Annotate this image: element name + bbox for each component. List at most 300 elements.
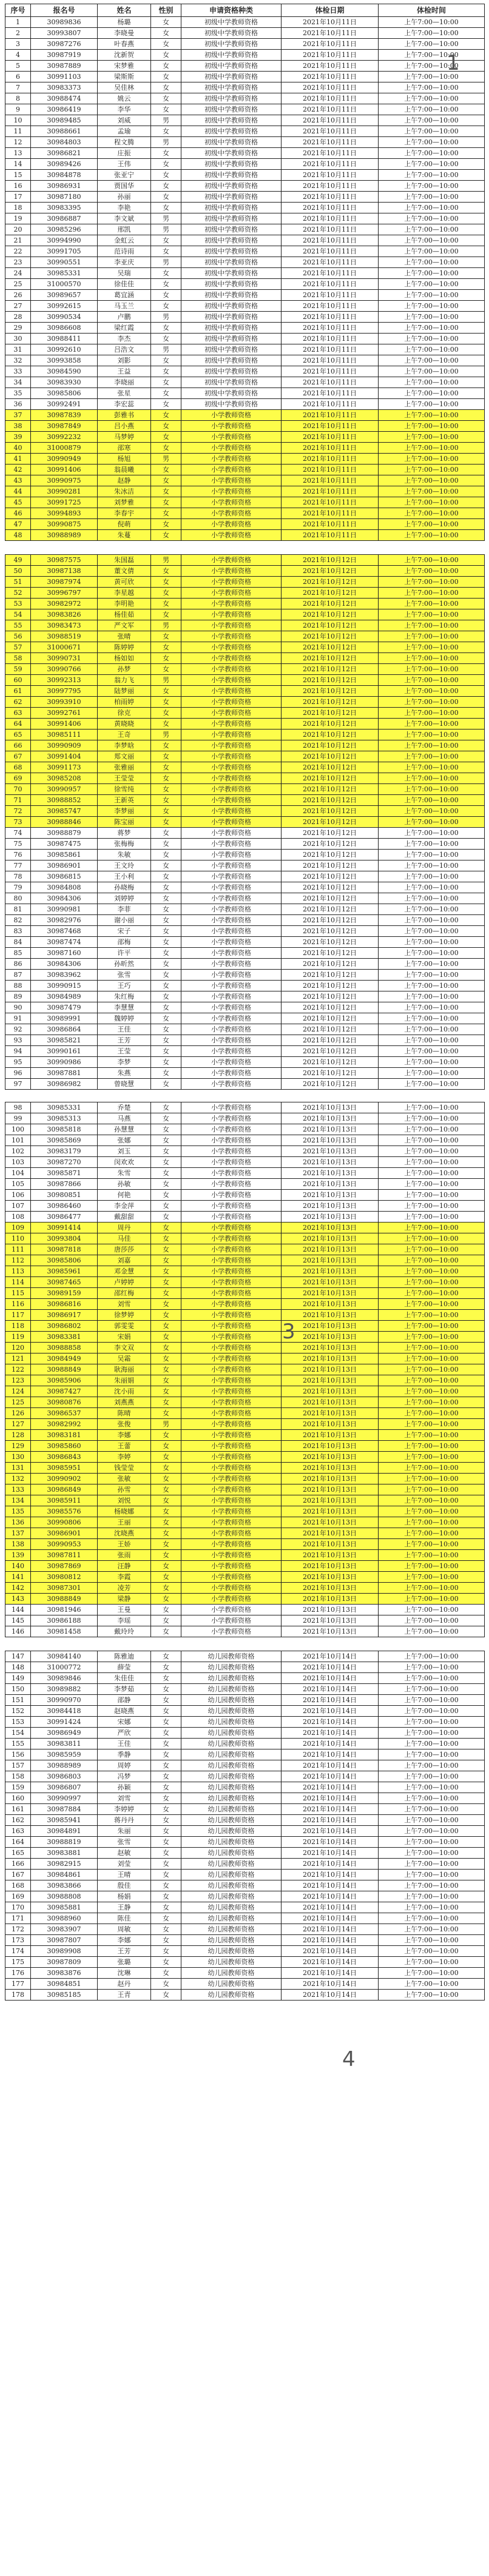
- cell-exam-time: 上午7:00—10:00: [379, 1233, 485, 1244]
- table-row: [5, 555, 485, 566]
- cell-seq: 174: [5, 1946, 31, 1957]
- cell-exam-date: 2021年10月12日: [282, 904, 379, 915]
- cell-gender: 男: [151, 730, 181, 740]
- table-row: [5, 915, 485, 926]
- cell-reg-no: 30987180: [31, 192, 98, 203]
- cell-exam-date: 2021年10月11日: [282, 224, 379, 235]
- cell-gender: 女: [151, 1495, 181, 1506]
- cell-qualification: 初级中学教师资格: [181, 377, 282, 388]
- table-row: [5, 631, 485, 642]
- cell-exam-date: 2021年10月12日: [282, 839, 379, 850]
- cell-exam-date: 2021年10月12日: [282, 970, 379, 981]
- cell-exam-date: 2021年10月13日: [282, 1233, 379, 1244]
- cell-gender: 女: [151, 1299, 181, 1310]
- cell-name: 沈小雨: [98, 1386, 151, 1397]
- table-row: [5, 577, 485, 588]
- table-row: [5, 443, 485, 454]
- cell-name: 卢鹏: [98, 312, 151, 323]
- cell-exam-time: 上午7:00—10:00: [379, 82, 485, 93]
- cell-qualification: 小学教师资格: [181, 1375, 282, 1386]
- cell-qualification: 初级中学教师资格: [181, 159, 282, 170]
- table-row: [5, 1266, 485, 1277]
- cell-seq: 71: [5, 795, 31, 806]
- cell-reg-no: 30986982: [31, 1079, 98, 1090]
- cell-gender: 女: [151, 1135, 181, 1146]
- cell-name: 陈佳: [98, 1913, 151, 1924]
- cell-name: 王佳: [98, 1024, 151, 1035]
- cell-qualification: 小学教师资格: [181, 1046, 282, 1057]
- cell-name: 梁斯斯: [98, 72, 151, 82]
- cell-reg-no: 30983826: [31, 609, 98, 620]
- table-row: [5, 1002, 485, 1013]
- cell-seq: 35: [5, 388, 31, 399]
- cell-name: 王巧: [98, 981, 151, 991]
- cell-exam-date: 2021年10月12日: [282, 773, 379, 784]
- cell-qualification: 小学教师资格: [181, 915, 282, 926]
- cell-exam-time: 上午7:00—10:00: [379, 1332, 485, 1343]
- cell-seq: 84: [5, 937, 31, 948]
- cell-qualification: 小学教师资格: [181, 1408, 282, 1419]
- cell-gender: 女: [151, 1201, 181, 1212]
- table-row: [5, 1695, 485, 1706]
- header-gender: 性别: [151, 4, 181, 17]
- cell-qualification: 小学教师资格: [181, 1474, 282, 1484]
- cell-name: 张亚宁: [98, 170, 151, 181]
- cell-exam-date: 2021年10月14日: [282, 1706, 379, 1717]
- cell-reg-no: 30986843: [31, 1452, 98, 1463]
- cell-name: 王莹: [98, 1046, 151, 1057]
- cell-name: 张雨: [98, 1550, 151, 1561]
- cell-seq: 44: [5, 486, 31, 497]
- cell-exam-date: 2021年10月13日: [282, 1102, 379, 1113]
- cell-exam-time: 上午7:00—10:00: [379, 555, 485, 566]
- cell-qualification: 小学教师资格: [181, 1594, 282, 1605]
- table-row: [5, 1277, 485, 1288]
- cell-exam-time: 上午7:00—10:00: [379, 1662, 485, 1673]
- cell-seq: 56: [5, 631, 31, 642]
- cell-reg-no: 30991705: [31, 246, 98, 257]
- cell-seq: 167: [5, 1870, 31, 1880]
- cell-qualification: 小学教师资格: [181, 555, 282, 566]
- cell-seq: 76: [5, 850, 31, 860]
- table-row: [5, 1550, 485, 1561]
- cell-reg-no: 30984140: [31, 1651, 98, 1662]
- cell-exam-time: 上午7:00—10:00: [379, 1870, 485, 1880]
- cell-seq: 129: [5, 1441, 31, 1452]
- cell-exam-time: 上午7:00—10:00: [379, 1364, 485, 1375]
- cell-name: 邓金慧: [98, 1266, 151, 1277]
- cell-exam-date: 2021年10月13日: [282, 1561, 379, 1572]
- cell-name: 吴佳林: [98, 82, 151, 93]
- cell-exam-time: 上午7:00—10:00: [379, 181, 485, 192]
- cell-exam-date: 2021年10月14日: [282, 1749, 379, 1760]
- cell-exam-time: 上午7:00—10:00: [379, 1880, 485, 1891]
- cell-exam-date: 2021年10月12日: [282, 599, 379, 609]
- cell-gender: 女: [151, 388, 181, 399]
- cell-reg-no: 30983866: [31, 1880, 98, 1891]
- cell-exam-time: 上午7:00—10:00: [379, 1782, 485, 1793]
- cell-exam-date: 2021年10月12日: [282, 926, 379, 937]
- cell-exam-time: 上午7:00—10:00: [379, 1244, 485, 1255]
- cell-gender: 女: [151, 1386, 181, 1397]
- cell-gender: 女: [151, 1760, 181, 1771]
- table-row: [5, 1968, 485, 1979]
- cell-reg-no: 31000671: [31, 642, 98, 653]
- table-row: [5, 355, 485, 366]
- table-row: [5, 970, 485, 981]
- cell-exam-date: 2021年10月14日: [282, 1935, 379, 1946]
- table-row: [5, 1495, 485, 1506]
- cell-name: 张星: [98, 388, 151, 399]
- cell-gender: 女: [151, 817, 181, 828]
- section-gap-cell: [5, 541, 485, 555]
- cell-name: 杨娟: [98, 1891, 151, 1902]
- table-row: [5, 1517, 485, 1528]
- cell-name: 陈婷婷: [98, 642, 151, 653]
- cell-gender: 女: [151, 290, 181, 301]
- cell-seq: 30: [5, 334, 31, 344]
- cell-name: 郑文丽: [98, 751, 151, 762]
- cell-exam-date: 2021年10月11日: [282, 355, 379, 366]
- cell-qualification: 小学教师资格: [181, 991, 282, 1002]
- cell-qualification: 小学教师资格: [181, 486, 282, 497]
- cell-name: 吴瑞: [98, 268, 151, 279]
- table-row: [5, 312, 485, 323]
- cell-name: 邵红梅: [98, 1288, 151, 1299]
- cell-exam-time: 上午7:00—10:00: [379, 410, 485, 421]
- cell-reg-no: 30985941: [31, 1815, 98, 1826]
- cell-exam-date: 2021年10月13日: [282, 1277, 379, 1288]
- cell-qualification: 小学教师资格: [181, 1463, 282, 1474]
- cell-exam-time: 上午7:00—10:00: [379, 1739, 485, 1749]
- cell-qualification: 小学教师资格: [181, 1079, 282, 1090]
- cell-exam-date: 2021年10月11日: [282, 257, 379, 268]
- cell-exam-time: 上午7:00—10:00: [379, 1706, 485, 1717]
- cell-name: 李金萍: [98, 1201, 151, 1212]
- cell-exam-time: 上午7:00—10:00: [379, 1321, 485, 1332]
- cell-gender: 女: [151, 530, 181, 541]
- table-row: [5, 1583, 485, 1594]
- cell-exam-date: 2021年10月13日: [282, 1615, 379, 1626]
- cell-qualification: 小学教师资格: [181, 1113, 282, 1124]
- cell-gender: 女: [151, 860, 181, 871]
- cell-reg-no: 30986815: [31, 871, 98, 882]
- cell-name: 严文军: [98, 620, 151, 631]
- cell-gender: 女: [151, 497, 181, 508]
- cell-gender: 女: [151, 1837, 181, 1848]
- table-row: [5, 497, 485, 508]
- cell-qualification: 小学教师资格: [181, 1013, 282, 1024]
- table-row: [5, 203, 485, 213]
- cell-reg-no: 30985818: [31, 1124, 98, 1135]
- cell-gender: 女: [151, 1583, 181, 1594]
- cell-gender: 女: [151, 1706, 181, 1717]
- cell-exam-time: 上午7:00—10:00: [379, 795, 485, 806]
- cell-reg-no: 30988519: [31, 631, 98, 642]
- cell-name: 王小利: [98, 871, 151, 882]
- cell-exam-time: 上午7:00—10:00: [379, 1068, 485, 1079]
- cell-exam-time: 上午7:00—10:00: [379, 664, 485, 675]
- cell-gender: 女: [151, 642, 181, 653]
- table-row: [5, 1626, 485, 1637]
- cell-seq: 12: [5, 137, 31, 148]
- table-row: [5, 115, 485, 126]
- cell-gender: 女: [151, 1935, 181, 1946]
- cell-exam-date: 2021年10月11日: [282, 104, 379, 115]
- cell-exam-date: 2021年10月13日: [282, 1484, 379, 1495]
- cell-exam-time: 上午7:00—10:00: [379, 740, 485, 751]
- cell-reg-no: 30986807: [31, 1782, 98, 1793]
- cell-qualification: 小学教师资格: [181, 686, 282, 697]
- cell-name: 孟瑜: [98, 126, 151, 137]
- cell-exam-date: 2021年10月11日: [282, 213, 379, 224]
- cell-seq: 81: [5, 904, 31, 915]
- cell-exam-date: 2021年10月12日: [282, 882, 379, 893]
- cell-seq: 10: [5, 115, 31, 126]
- cell-seq: 64: [5, 719, 31, 730]
- cell-name: 杨佳茹: [98, 609, 151, 620]
- cell-name: 杨晓娜: [98, 1506, 151, 1517]
- cell-name: 蒋丹丹: [98, 1815, 151, 1826]
- cell-reg-no: 30986949: [31, 1728, 98, 1739]
- table-row: [5, 839, 485, 850]
- cell-name: 王新英: [98, 795, 151, 806]
- cell-exam-date: 2021年10月13日: [282, 1223, 379, 1233]
- cell-qualification: 小学教师资格: [181, 1397, 282, 1408]
- cell-exam-time: 上午7:00—10:00: [379, 1079, 485, 1090]
- cell-exam-date: 2021年10月14日: [282, 1760, 379, 1771]
- cell-exam-time: 上午7:00—10:00: [379, 1957, 485, 1968]
- cell-name: 刘玉: [98, 1146, 151, 1157]
- cell-seq: 103: [5, 1157, 31, 1168]
- cell-qualification: 小学教师资格: [181, 1495, 282, 1506]
- cell-exam-time: 上午7:00—10:00: [379, 1935, 485, 1946]
- cell-reg-no: 30986864: [31, 1024, 98, 1035]
- cell-gender: 女: [151, 1035, 181, 1046]
- cell-name: 王文玲: [98, 860, 151, 871]
- cell-seq: 83: [5, 926, 31, 937]
- cell-name: 李慧慧: [98, 1002, 151, 1013]
- cell-reg-no: 30982976: [31, 915, 98, 926]
- cell-qualification: 幼儿园教师资格: [181, 1979, 282, 1990]
- cell-exam-date: 2021年10月14日: [282, 1662, 379, 1673]
- cell-reg-no: 30988989: [31, 530, 98, 541]
- cell-exam-time: 上午7:00—10:00: [379, 871, 485, 882]
- cell-qualification: 幼儿园教师资格: [181, 1880, 282, 1891]
- cell-reg-no: 30985881: [31, 1902, 98, 1913]
- cell-gender: 女: [151, 577, 181, 588]
- cell-gender: 女: [151, 1717, 181, 1728]
- cell-gender: 女: [151, 126, 181, 137]
- cell-exam-time: 上午7:00—10:00: [379, 1673, 485, 1684]
- table-row: [5, 806, 485, 817]
- table-row: [5, 773, 485, 784]
- cell-gender: 女: [151, 1870, 181, 1880]
- cell-exam-date: 2021年10月12日: [282, 850, 379, 860]
- cell-exam-date: 2021年10月12日: [282, 631, 379, 642]
- cell-seq: 162: [5, 1815, 31, 1826]
- cell-seq: 51: [5, 577, 31, 588]
- cell-reg-no: 30988819: [31, 1837, 98, 1848]
- cell-reg-no: 30994893: [31, 508, 98, 519]
- cell-reg-no: 30980851: [31, 1190, 98, 1201]
- cell-reg-no: 30987974: [31, 577, 98, 588]
- cell-name: 梁静: [98, 1594, 151, 1605]
- cell-gender: 女: [151, 708, 181, 719]
- cell-reg-no: 30987869: [31, 1561, 98, 1572]
- cell-seq: 33: [5, 366, 31, 377]
- cell-qualification: 幼儿园教师资格: [181, 1891, 282, 1902]
- table-row: [5, 432, 485, 443]
- cell-seq: 144: [5, 1605, 31, 1615]
- cell-reg-no: 30989159: [31, 1288, 98, 1299]
- cell-reg-no: 30986419: [31, 104, 98, 115]
- cell-reg-no: 30991725: [31, 497, 98, 508]
- cell-qualification: 小学教师资格: [181, 1102, 282, 1113]
- cell-reg-no: 30990915: [31, 981, 98, 991]
- cell-exam-time: 上午7:00—10:00: [379, 620, 485, 631]
- cell-qualification: 小学教师资格: [181, 1179, 282, 1190]
- cell-name: 宋子: [98, 926, 151, 937]
- cell-name: 陈雅迪: [98, 1651, 151, 1662]
- header-name: 姓名: [98, 4, 151, 17]
- table-row: [5, 82, 485, 93]
- cell-name: 孙敏: [98, 1179, 151, 1190]
- cell-exam-date: 2021年10月11日: [282, 312, 379, 323]
- cell-exam-date: 2021年10月14日: [282, 1651, 379, 1662]
- cell-seq: 155: [5, 1739, 31, 1749]
- cell-reg-no: 30988846: [31, 817, 98, 828]
- cell-qualification: 初级中学教师资格: [181, 213, 282, 224]
- cell-reg-no: 30984861: [31, 1870, 98, 1880]
- cell-exam-time: 上午7:00—10:00: [379, 1539, 485, 1550]
- cell-reg-no: 31000772: [31, 1662, 98, 1673]
- cell-gender: 女: [151, 399, 181, 410]
- cell-exam-time: 上午7:00—10:00: [379, 850, 485, 860]
- table-row: [5, 93, 485, 104]
- cell-name: 曾晓慧: [98, 1079, 151, 1090]
- table-row: [5, 1430, 485, 1441]
- cell-exam-date: 2021年10月14日: [282, 1880, 379, 1891]
- cell-exam-date: 2021年10月12日: [282, 555, 379, 566]
- cell-name: 徐佳佳: [98, 279, 151, 290]
- table-row: [5, 486, 485, 497]
- cell-reg-no: 30991103: [31, 72, 98, 82]
- cell-name: 贾国华: [98, 181, 151, 192]
- table-row: [5, 104, 485, 115]
- cell-reg-no: 30983876: [31, 1968, 98, 1979]
- cell-reg-no: 30990161: [31, 1046, 98, 1057]
- cell-exam-date: 2021年10月11日: [282, 410, 379, 421]
- cell-name: 黄晓晓: [98, 719, 151, 730]
- cell-name: 严欣: [98, 1728, 151, 1739]
- cell-seq: 176: [5, 1968, 31, 1979]
- exam-schedule-sheet: [5, 4, 484, 2001]
- cell-exam-time: 上午7:00—10:00: [379, 675, 485, 686]
- cell-name: 刘雪: [98, 1793, 151, 1804]
- cell-qualification: 初级中学教师资格: [181, 224, 282, 235]
- cell-reg-no: 30991424: [31, 1717, 98, 1728]
- table-row: [5, 686, 485, 697]
- cell-gender: 女: [151, 1506, 181, 1517]
- cell-qualification: 初级中学教师资格: [181, 235, 282, 246]
- cell-name: 王丽: [98, 1517, 151, 1528]
- cell-gender: 女: [151, 475, 181, 486]
- cell-exam-date: 2021年10月13日: [282, 1364, 379, 1375]
- cell-name: 吴霜: [98, 1353, 151, 1364]
- cell-seq: 99: [5, 1113, 31, 1124]
- cell-exam-time: 上午7:00—10:00: [379, 566, 485, 577]
- cell-seq: 137: [5, 1528, 31, 1539]
- cell-reg-no: 30981458: [31, 1626, 98, 1637]
- cell-qualification: 小学教师资格: [181, 1605, 282, 1615]
- cell-name: 孙昕然: [98, 959, 151, 970]
- table-row: [5, 235, 485, 246]
- cell-name: 张雅丽: [98, 762, 151, 773]
- cell-reg-no: 30985821: [31, 1035, 98, 1046]
- cell-exam-date: 2021年10月11日: [282, 235, 379, 246]
- cell-exam-time: 上午7:00—10:00: [379, 981, 485, 991]
- cell-name: 汪静: [98, 1561, 151, 1572]
- cell-seq: 150: [5, 1684, 31, 1695]
- cell-name: 季静: [98, 1749, 151, 1760]
- table-row: [5, 1539, 485, 1550]
- cell-exam-time: 上午7:00—10:00: [379, 399, 485, 410]
- cell-gender: 女: [151, 795, 181, 806]
- table-row: [5, 1046, 485, 1057]
- cell-exam-date: 2021年10月11日: [282, 137, 379, 148]
- cell-qualification: 幼儿园教师资格: [181, 1848, 282, 1859]
- cell-seq: 86: [5, 959, 31, 970]
- cell-exam-time: 上午7:00—10:00: [379, 970, 485, 981]
- cell-seq: 146: [5, 1626, 31, 1637]
- cell-reg-no: 30992610: [31, 344, 98, 355]
- cell-seq: 114: [5, 1277, 31, 1288]
- cell-qualification: 幼儿园教师资格: [181, 1728, 282, 1739]
- cell-seq: 63: [5, 708, 31, 719]
- cell-reg-no: 30985576: [31, 1506, 98, 1517]
- cell-qualification: 小学教师资格: [181, 1002, 282, 1013]
- cell-exam-time: 上午7:00—10:00: [379, 257, 485, 268]
- table-row: [5, 1024, 485, 1035]
- cell-seq: 53: [5, 599, 31, 609]
- cell-qualification: 小学教师资格: [181, 1212, 282, 1223]
- table-row: [5, 719, 485, 730]
- cell-name: 柏雨婷: [98, 697, 151, 708]
- cell-qualification: 幼儿园教师资格: [181, 1902, 282, 1913]
- cell-exam-time: 上午7:00—10:00: [379, 1924, 485, 1935]
- cell-exam-time: 上午7:00—10:00: [379, 1397, 485, 1408]
- cell-exam-time: 上午7:00—10:00: [379, 148, 485, 159]
- cell-exam-time: 上午7:00—10:00: [379, 882, 485, 893]
- cell-gender: 女: [151, 1826, 181, 1837]
- cell-qualification: 小学教师资格: [181, 1288, 282, 1299]
- cell-seq: 177: [5, 1979, 31, 1990]
- cell-exam-date: 2021年10月13日: [282, 1430, 379, 1441]
- cell-qualification: 初级中学教师资格: [181, 257, 282, 268]
- cell-gender: 女: [151, 1957, 181, 1968]
- cell-gender: 女: [151, 1102, 181, 1113]
- cell-reg-no: 30986901: [31, 1528, 98, 1539]
- cell-seq: 115: [5, 1288, 31, 1299]
- cell-name: 张俊: [98, 1419, 151, 1430]
- cell-name: 赵丹: [98, 1979, 151, 1990]
- cell-name: 孙晓梅: [98, 882, 151, 893]
- table-row: [5, 948, 485, 959]
- handwritten-mark-4: 4: [342, 2047, 356, 2071]
- cell-seq: 65: [5, 730, 31, 740]
- cell-name: 谢小丽: [98, 915, 151, 926]
